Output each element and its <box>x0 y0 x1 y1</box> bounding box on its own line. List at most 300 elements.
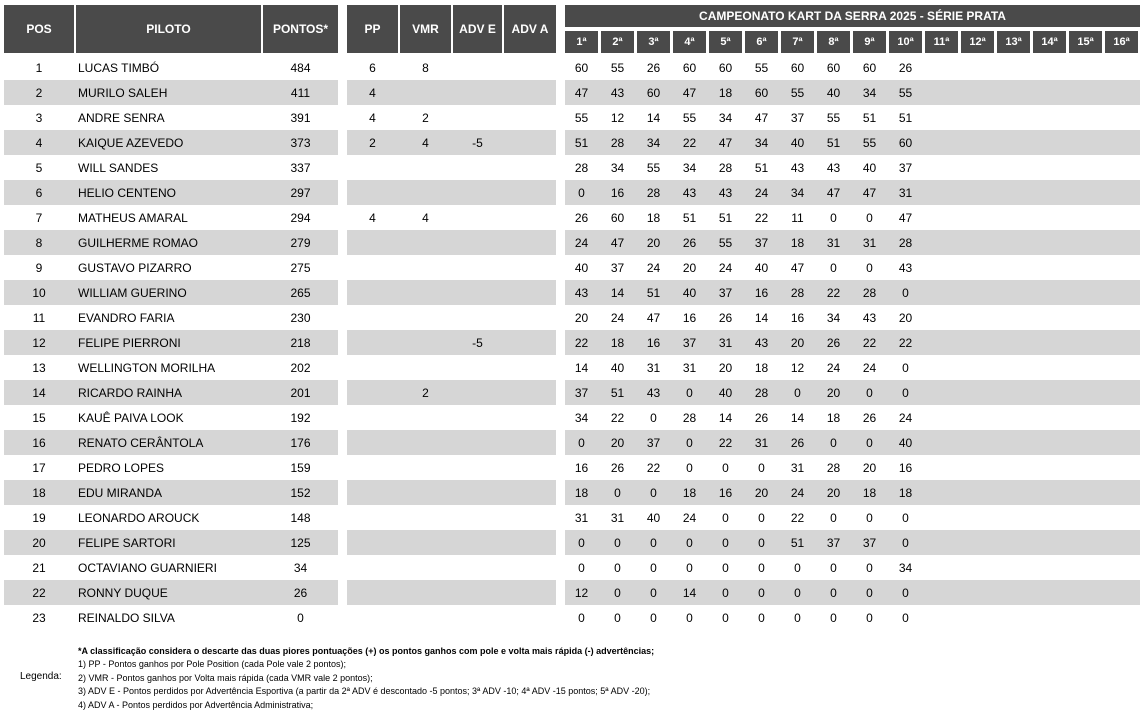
race-points-cell: 24 <box>862 360 877 375</box>
race-points-cell: 43 <box>610 85 625 100</box>
race-points-cell: 0 <box>866 260 873 275</box>
race-points-cell: 0 <box>686 610 693 625</box>
race-points-cell: 22 <box>646 460 661 475</box>
race-points-cell: 0 <box>686 560 693 575</box>
race-points-cell: 37 <box>862 535 877 550</box>
points-cell: 202 <box>290 360 311 375</box>
race-points-cell: 0 <box>578 535 585 550</box>
race-points-cell: 37 <box>574 385 589 400</box>
race-points-cell: 43 <box>574 285 589 300</box>
pp-cell <box>347 255 398 280</box>
race-points-cell: 0 <box>758 535 765 550</box>
race-points-cell: 37 <box>682 335 697 350</box>
race-points-cell: 34 <box>898 560 913 575</box>
notes <box>78 645 654 712</box>
adv-e-cell <box>453 605 502 630</box>
race-points-cell: 55 <box>646 160 661 175</box>
race-points-cell: 37 <box>646 435 661 450</box>
legend-label: Legenda: <box>20 671 62 682</box>
race-header: 4ª <box>673 31 706 53</box>
race-points-cell: 0 <box>686 460 693 475</box>
race-header: 6ª <box>745 31 778 53</box>
vmr-cell <box>400 430 451 455</box>
race-header: 2ª <box>601 31 634 53</box>
adv-e-cell <box>453 205 502 230</box>
race-points-cell: 55 <box>862 135 877 150</box>
race-points-cell: 37 <box>790 110 805 125</box>
race-points-cell: 34 <box>790 185 805 200</box>
race-points-cell: 0 <box>758 510 765 525</box>
adv-a-cell <box>504 255 556 280</box>
race-points-cell: 60 <box>682 60 697 75</box>
points-cell: 265 <box>290 285 311 300</box>
race-points-cell: 0 <box>866 585 873 600</box>
adv-e-cell <box>453 355 502 380</box>
adv-e-cell <box>453 555 502 580</box>
race-points-cell: 14 <box>682 585 697 600</box>
points-cell: 484 <box>290 60 311 75</box>
race-points-cell: 18 <box>610 335 625 350</box>
adv-a-cell <box>504 230 556 255</box>
race-points-cell: 0 <box>830 610 837 625</box>
position-cell: 14 <box>32 385 46 400</box>
race-points-cell: 43 <box>646 385 661 400</box>
race-points-cell: 20 <box>826 385 841 400</box>
race-points-cell: 16 <box>646 335 661 350</box>
adv-e-cell <box>453 305 502 330</box>
points-cell: 218 <box>290 335 311 350</box>
position-cell: 1 <box>35 60 43 75</box>
race-points-cell: 24 <box>754 185 769 200</box>
race-points-cell: 31 <box>790 460 805 475</box>
points-cell: 373 <box>290 135 311 150</box>
adv-e-cell <box>453 530 502 555</box>
vmr-cell <box>400 155 451 180</box>
race-points-cell: 0 <box>650 610 657 625</box>
adv-e-cell <box>453 180 502 205</box>
adv-a-cell <box>504 455 556 480</box>
pp-cell <box>347 455 398 480</box>
pp-cell <box>347 505 398 530</box>
race-points-cell: 0 <box>830 510 837 525</box>
race-points-cell: 20 <box>862 460 877 475</box>
driver-name-cell: RENATO CERÂNTOLA <box>78 435 204 450</box>
position-cell: 16 <box>32 435 46 450</box>
position-cell: 22 <box>32 585 46 600</box>
race-points-cell: 0 <box>614 485 621 500</box>
pp-cell <box>347 180 398 205</box>
race-header: 7ª <box>781 31 814 53</box>
adv-e-cell <box>453 230 502 255</box>
driver-name-cell: LUCAS TIMBÓ <box>78 60 160 75</box>
race-points-cell: 55 <box>790 85 805 100</box>
race-points-cell: 47 <box>682 85 697 100</box>
race-points-cell: 14 <box>646 110 661 125</box>
race-points-cell: 60 <box>826 60 841 75</box>
race-points-cell: 0 <box>866 510 873 525</box>
driver-name-cell: KAIQUE AZEVEDO <box>78 135 184 150</box>
race-points-cell: 18 <box>826 410 841 425</box>
race-header: 12ª <box>961 31 994 53</box>
pp-cell <box>347 330 398 355</box>
race-points-cell: 18 <box>574 485 589 500</box>
race-points-cell: 24 <box>826 360 841 375</box>
race-points-cell: 26 <box>646 60 661 75</box>
race-points-cell: 26 <box>574 210 589 225</box>
race-points-cell: 40 <box>610 360 625 375</box>
vmr-cell <box>400 555 451 580</box>
race-points-cell: 26 <box>790 435 805 450</box>
race-points-cell: 20 <box>790 335 805 350</box>
race-points-cell: 31 <box>610 510 625 525</box>
race-points-cell: 55 <box>898 85 913 100</box>
race-points-cell: 0 <box>614 585 621 600</box>
race-points-cell: 43 <box>754 335 769 350</box>
race-points-cell: 12 <box>610 110 625 125</box>
points-cell: 297 <box>290 185 311 200</box>
header-adv-e: ADV E <box>453 5 502 53</box>
race-points-cell: 28 <box>574 160 589 175</box>
race-points-cell: 34 <box>754 135 769 150</box>
race-points-cell: 28 <box>718 160 733 175</box>
race-points-cell: 0 <box>614 610 621 625</box>
race-points-cell: 0 <box>686 385 693 400</box>
driver-name-cell: FELIPE SARTORI <box>78 535 176 550</box>
race-points-cell: 37 <box>610 260 625 275</box>
race-points-cell: 0 <box>866 210 873 225</box>
pp-cell <box>347 355 398 380</box>
race-points-cell: 60 <box>646 85 661 100</box>
race-points-cell: 22 <box>862 335 877 350</box>
vmr-cell <box>400 505 451 530</box>
position-cell: 17 <box>32 460 46 475</box>
race-points-cell: 22 <box>574 335 589 350</box>
race-points-cell: 34 <box>718 110 733 125</box>
driver-name-cell: FELIPE PIERRONI <box>78 335 181 350</box>
race-points-cell: 26 <box>862 410 877 425</box>
race-points-cell: 24 <box>574 235 589 250</box>
race-points-cell: 51 <box>682 210 697 225</box>
race-points-cell: 16 <box>574 460 589 475</box>
race-points-cell: 40 <box>898 435 913 450</box>
position-cell: 18 <box>32 485 46 500</box>
race-points-cell: 51 <box>646 285 661 300</box>
race-points-cell: 47 <box>646 310 661 325</box>
adv-e-cell <box>453 405 502 430</box>
championship-title: CAMPEONATO KART DA SERRA 2025 - SÉRIE PRATA <box>565 5 1140 27</box>
race-points-cell: 20 <box>718 360 733 375</box>
race-points-cell: 43 <box>718 185 733 200</box>
race-points-cell: 60 <box>754 85 769 100</box>
adv-a-cell <box>504 355 556 380</box>
race-points-cell: 14 <box>574 360 589 375</box>
driver-name-cell: MATHEUS AMARAL <box>78 210 188 225</box>
driver-name-cell: REINALDO SILVA <box>78 610 175 625</box>
race-points-cell: 0 <box>902 360 909 375</box>
driver-name-cell: EDU MIRANDA <box>78 485 163 500</box>
race-points-cell: 0 <box>794 585 801 600</box>
vmr-cell <box>400 605 451 630</box>
race-points-cell: 60 <box>898 135 913 150</box>
race-points-cell: 0 <box>794 610 801 625</box>
race-points-cell: 34 <box>610 160 625 175</box>
race-points-cell: 0 <box>722 535 729 550</box>
adv-a-cell <box>504 155 556 180</box>
driver-name-cell: RONNY DUQUE <box>78 585 168 600</box>
adv-a-cell <box>504 180 556 205</box>
position-cell: 7 <box>35 210 43 225</box>
race-header: 9ª <box>853 31 886 53</box>
race-points-cell: 0 <box>722 610 729 625</box>
race-points-cell: 20 <box>682 260 697 275</box>
race-points-cell: 51 <box>826 135 841 150</box>
race-points-cell: 0 <box>902 610 909 625</box>
race-points-cell: 51 <box>610 385 625 400</box>
points-cell: 159 <box>290 460 311 475</box>
race-points-cell: 0 <box>758 585 765 600</box>
race-points-cell: 16 <box>610 185 625 200</box>
adv-e-cell <box>453 505 502 530</box>
race-points-cell: 22 <box>898 335 913 350</box>
points-cell: 275 <box>290 260 311 275</box>
race-points-cell: 20 <box>898 310 913 325</box>
race-points-cell: 28 <box>862 285 877 300</box>
race-points-cell: 31 <box>574 510 589 525</box>
race-points-cell: 37 <box>898 160 913 175</box>
race-points-cell: 0 <box>578 560 585 575</box>
race-points-cell: 60 <box>610 210 625 225</box>
adv-a-cell <box>504 505 556 530</box>
race-points-cell: 22 <box>754 210 769 225</box>
race-points-cell: 24 <box>646 260 661 275</box>
race-points-cell: 55 <box>610 60 625 75</box>
race-points-cell: 31 <box>862 235 877 250</box>
vmr-cell: 2 <box>422 385 429 400</box>
points-cell: 230 <box>290 310 311 325</box>
race-points-cell: 0 <box>902 585 909 600</box>
vmr-cell <box>400 405 451 430</box>
adv-e-cell <box>453 105 502 130</box>
race-points-cell: 34 <box>862 85 877 100</box>
points-cell: 192 <box>290 410 311 425</box>
vmr-cell <box>400 305 451 330</box>
race-points-cell: 37 <box>826 535 841 550</box>
race-header: 5ª <box>709 31 742 53</box>
race-points-cell: 28 <box>682 410 697 425</box>
race-points-cell: 47 <box>574 85 589 100</box>
race-points-cell: 18 <box>862 485 877 500</box>
race-points-cell: 34 <box>682 160 697 175</box>
race-points-cell: 40 <box>862 160 877 175</box>
race-points-cell: 11 <box>791 210 804 225</box>
race-header: 8ª <box>817 31 850 53</box>
points-cell: 152 <box>290 485 311 500</box>
race-points-cell: 20 <box>610 435 625 450</box>
race-points-cell: 16 <box>754 285 769 300</box>
race-points-cell: 0 <box>722 460 729 475</box>
race-points-cell: 28 <box>898 235 913 250</box>
vmr-cell: 8 <box>422 60 429 75</box>
vmr-cell <box>400 230 451 255</box>
legend-item: 4) ADV A - Pontos perdidos por Advertência Administrativa; <box>78 699 314 710</box>
points-cell: 26 <box>293 585 308 600</box>
race-points-cell: 47 <box>862 185 877 200</box>
race-points-cell: 0 <box>686 535 693 550</box>
race-points-cell: 31 <box>682 360 697 375</box>
race-points-cell: 26 <box>682 235 697 250</box>
race-header: 14ª <box>1033 31 1066 53</box>
vmr-cell <box>400 530 451 555</box>
race-points-cell: 55 <box>754 60 769 75</box>
points-cell: 294 <box>290 210 311 225</box>
pp-cell <box>347 305 398 330</box>
race-points-cell: 0 <box>578 435 585 450</box>
adv-e-cell <box>453 280 502 305</box>
race-points-cell: 0 <box>650 585 657 600</box>
vmr-cell: 2 <box>422 110 429 125</box>
race-points-cell: 0 <box>722 560 729 575</box>
driver-name-cell: WILL SANDES <box>78 160 159 175</box>
header-pos: POS <box>4 5 74 53</box>
race-points-cell: 51 <box>574 135 589 150</box>
race-points-cell: 0 <box>866 560 873 575</box>
race-points-cell: 40 <box>574 260 589 275</box>
points-cell: 148 <box>290 510 311 525</box>
vmr-cell <box>400 355 451 380</box>
race-points-cell: 0 <box>650 560 657 575</box>
legend-item: 3) ADV E - Pontos perdidos por Advertência Esportiva (a partir da 2ª ADV é descontado -5 pontos; 3ª ADV -10; 4ª ADV -15 pontos; 5ª ADV -20); <box>78 686 651 697</box>
race-points-cell: 0 <box>686 435 693 450</box>
race-points-cell: 43 <box>826 160 841 175</box>
race-points-cell: 60 <box>790 60 805 75</box>
header-pontos: PONTOS* <box>263 5 338 53</box>
adv-e-cell <box>453 455 502 480</box>
race-points-cell: 14 <box>754 310 769 325</box>
adv-a-cell <box>504 530 556 555</box>
race-points-cell: 0 <box>578 185 585 200</box>
race-points-cell: 0 <box>650 410 657 425</box>
points-cell: 279 <box>290 235 311 250</box>
race-points-cell: 18 <box>790 235 805 250</box>
adv-a-cell <box>504 605 556 630</box>
adv-e-cell <box>453 155 502 180</box>
race-points-cell: 40 <box>790 135 805 150</box>
adv-a-cell <box>504 480 556 505</box>
pp-cell: 4 <box>369 85 376 100</box>
race-points-cell: 55 <box>718 235 733 250</box>
race-points-cell: 31 <box>754 435 769 450</box>
race-points-cell: 0 <box>722 585 729 600</box>
race-points-cell: 18 <box>718 85 733 100</box>
points-cell: 391 <box>290 110 311 125</box>
race-points-cell: 0 <box>614 535 621 550</box>
position-cell: 9 <box>35 260 43 275</box>
race-points-cell: 0 <box>650 535 657 550</box>
points-cell: 411 <box>290 85 311 100</box>
race-points-cell: 0 <box>794 385 801 400</box>
race-points-cell: 0 <box>650 485 657 500</box>
race-points-cell: 60 <box>718 60 733 75</box>
points-cell: 201 <box>290 385 311 400</box>
adv-a-cell <box>504 280 556 305</box>
position-cell: 10 <box>32 285 46 300</box>
adv-e-cell <box>453 380 502 405</box>
race-points-cell: 16 <box>790 310 805 325</box>
race-points-cell: 0 <box>866 610 873 625</box>
position-cell: 20 <box>32 535 46 550</box>
adv-a-cell <box>504 555 556 580</box>
vmr-cell <box>400 255 451 280</box>
race-points-cell: 20 <box>754 485 769 500</box>
position-cell: 19 <box>32 510 46 525</box>
race-points-cell: 0 <box>866 385 873 400</box>
race-points-cell: 51 <box>718 210 733 225</box>
race-header: 16ª <box>1105 31 1138 53</box>
race-header: 3ª <box>637 31 670 53</box>
adv-a-cell <box>504 305 556 330</box>
race-points-cell: 47 <box>754 110 769 125</box>
position-cell: 8 <box>35 235 43 250</box>
race-points-cell: 37 <box>718 285 733 300</box>
race-points-cell: 26 <box>898 60 913 75</box>
position-cell: 5 <box>35 160 43 175</box>
adv-e-cell <box>453 580 502 605</box>
race-points-cell: 24 <box>610 310 625 325</box>
race-points-cell: 12 <box>790 360 805 375</box>
race-points-cell: 0 <box>902 535 909 550</box>
driver-name-cell: WILLIAM GUERINO <box>78 285 187 300</box>
adv-e-cell <box>453 80 502 105</box>
race-points-cell: 31 <box>898 185 913 200</box>
points-cell: 337 <box>290 160 311 175</box>
driver-name-cell: HELIO CENTENO <box>78 185 177 200</box>
adv-a-cell <box>504 105 556 130</box>
pp-cell <box>347 280 398 305</box>
adv-e-cell: -5 <box>472 335 483 350</box>
race-points-cell: 0 <box>758 610 765 625</box>
race-points-cell: 26 <box>826 335 841 350</box>
pp-cell: 4 <box>369 110 376 125</box>
race-header: 10ª <box>889 31 922 53</box>
adv-a-cell <box>504 430 556 455</box>
race-points-cell: 40 <box>754 260 769 275</box>
driver-name-cell: EVANDRO FARIA <box>78 310 175 325</box>
adv-e-cell <box>453 480 502 505</box>
vmr-cell <box>400 180 451 205</box>
header-vmr: VMR <box>400 5 451 53</box>
pp-cell <box>347 480 398 505</box>
position-cell: 11 <box>32 310 46 325</box>
driver-name-cell: OCTAVIANO GUARNIERI <box>78 560 217 575</box>
race-points-cell: 40 <box>718 385 733 400</box>
race-points-cell: 22 <box>718 435 733 450</box>
legend-item: 2) VMR - Pontos ganhos por Volta mais rápida (cada VMR vale 2 pontos); <box>78 672 373 683</box>
footnote: *A classificação considera o descarte das duas piores pontuações (+) os pontos ganhos com pole e volta mais rápida (-) advertências; <box>78 646 655 656</box>
race-points-cell: 34 <box>646 135 661 150</box>
header-pp: PP <box>347 5 398 53</box>
vmr-cell: 4 <box>422 135 429 150</box>
position-cell: 23 <box>32 610 46 625</box>
driver-name-cell: MURILO SALEH <box>78 85 168 100</box>
race-points-cell: 0 <box>902 385 909 400</box>
race-points-cell: 55 <box>574 110 589 125</box>
race-points-cell: 47 <box>610 235 625 250</box>
driver-name-cell: KAUÊ PAIVA LOOK <box>78 410 184 425</box>
adv-e-cell: -5 <box>472 135 483 150</box>
adv-e-cell <box>453 55 502 80</box>
vmr-cell: 4 <box>422 210 429 225</box>
race-points-cell: 28 <box>646 185 661 200</box>
